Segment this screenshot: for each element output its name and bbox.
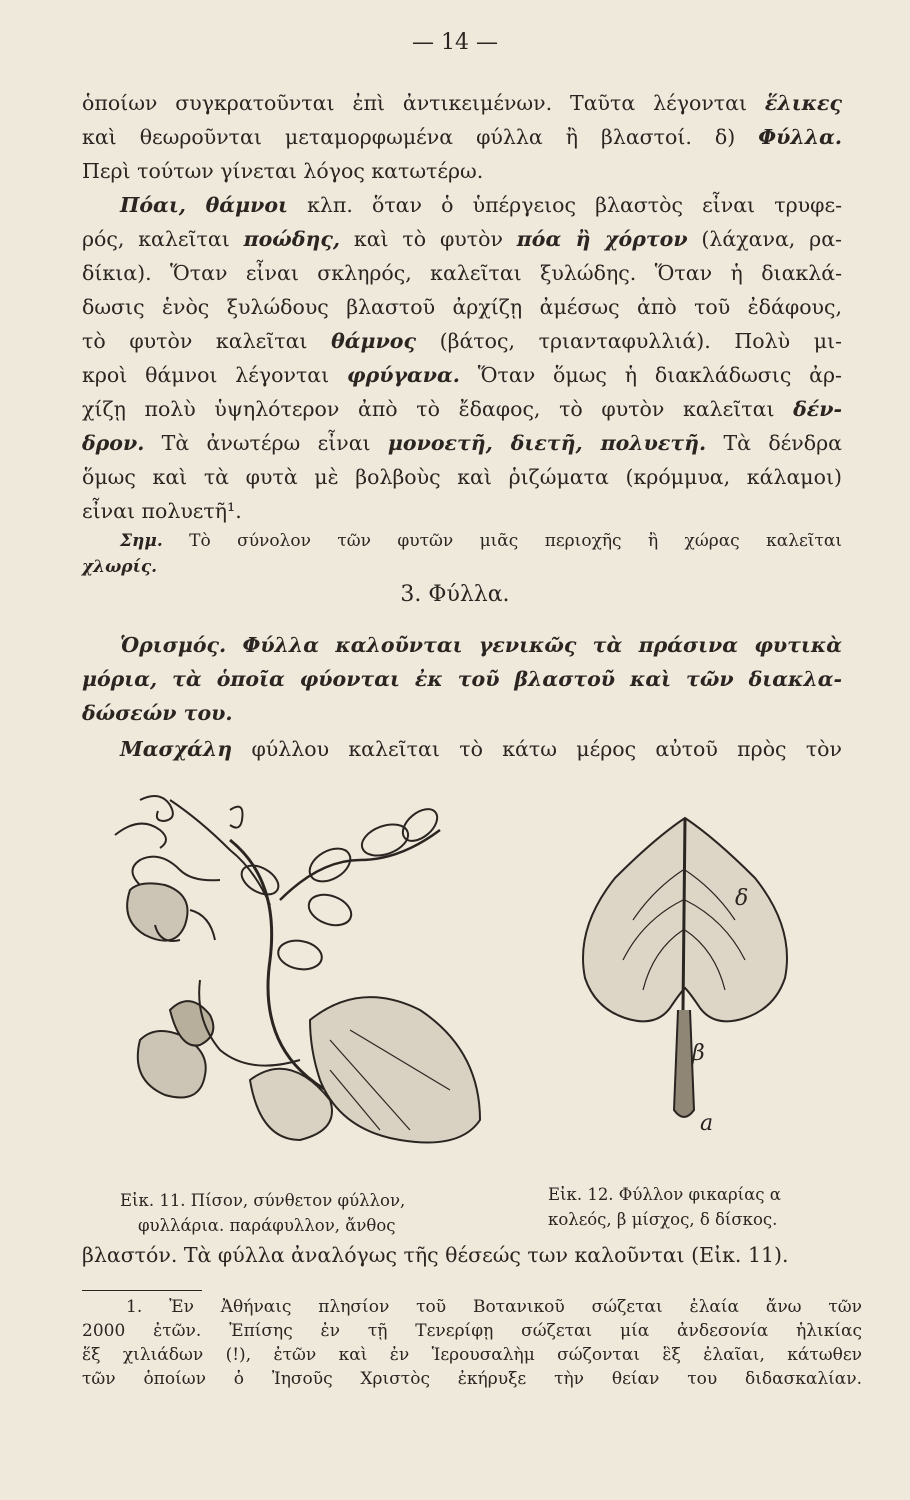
label-a: a [700,1111,714,1136]
footnote-line: τῶν ὁποίων ὁ Ἰησοῦς Χριστὸς ἐκήρυξε τὴν θείαν του διδασκαλίαν. [82,1369,862,1389]
text-line: μόρια, τὰ ὁποῖα φύονται ἐκ τοῦ βλαστοῦ καὶ τῶν διακλα- [82,667,842,691]
text-line: τὸ φυτὸν καλεῖται θάμνος (βάτος, τριανταφυλλιά). Πολὺ μι- [82,329,842,353]
text-line: Μασχάλη φύλλου καλεῖται τὸ κάτω μέρος αὐτοῦ πρὸς τὸν [120,737,842,761]
paragraph-herbs-shrubs [82,188,842,528]
text-line: δώσεών του. [82,701,233,725]
caption-line: Εἰκ. 11. Πίσον, σύνθετον φύλλον, [120,1191,406,1210]
text-line: χίζῃ πολὺ ὑψηλότερον ἀπὸ τὸ ἔδαφος, τὸ φυτὸν καλεῖται δέν- [82,397,842,421]
text-line: Ὁρισμός. Φύλλα καλοῦνται γενικῶς τὰ πράσινα φυτικὰ [120,633,842,657]
text-line: Πόαι, θάμνοι κλπ. ὅταν ὁ ὑπέργειος βλαστὸς εἶναι τρυφε- [120,193,842,217]
tendril [140,796,173,821]
caption-line: κολεός, β μίσχος, δ δίσκος. [548,1210,778,1229]
text-line: δωσις ἑνὸς ξυλώδους βλαστοῦ ἀρχίζῃ ἀμέσως ἀπὸ τοῦ ἐδάφους, [82,295,842,319]
caption-line: Εἰκ. 12. Φύλλον φικαρίας α [548,1185,781,1204]
label-d: δ [735,886,749,911]
text-line: Περὶ τούτων γίνεται λόγος κατωτέρω. [82,159,484,183]
footnote [82,1295,862,1391]
note-flora [82,528,842,580]
text-line: δρον. Τὰ ἀνωτέρω εἶναι μονοετῆ, διετῆ, πολυετῆ. Τὰ δένδρα [82,431,842,455]
footnote-divider [82,1290,202,1291]
figure-pea-illustration [100,780,520,1180]
text-line: Σημ. Τὸ σύνολον τῶν φυτῶν μιᾶς περιοχῆς ἢ χώρας καλεῖται [120,531,842,551]
text-line: καὶ θεωροῦνται μεταμορφωμένα φύλλα ἢ βλαστοί. δ) Φύλλα. [82,125,842,149]
figure-12-caption [548,1182,781,1232]
definition-paragraph [82,628,842,730]
petiole [674,1010,694,1117]
page-number: — 14 — [412,30,498,55]
text-line: ὅμως καὶ τὰ φυτὰ μὲ βολβοὺς καὶ ῥιζώματα (κρόμμυα, κάλαμοι) [82,465,842,489]
footnote-line: 1. Ἐν Ἀθήναις πλησίον τοῦ Βοτανικοῦ σώζεται ἐλαία ἄνω τῶν [126,1297,862,1317]
text-line: χλωρίς. [82,557,158,577]
axil-paragraph [82,732,842,766]
label-b: β [692,1041,705,1066]
text-line: δίκια). Ὅταν εἶναι σκληρός, καλεῖται ξυλώδης. Ὅταν ἡ διακλά- [82,261,842,285]
text-line: κροὶ θάμνοι λέγονται φρύγανα. Ὅταν ὅμως ἡ διακλάδωσις ἀρ- [82,363,842,387]
footnote-line: ἕξ χιλιάδων (!), ἐτῶν καὶ ἐν Ἱερουσαλὴμ σώζονται ἓξ ἐλαῖαι, κάτωθεν [82,1345,862,1365]
footnote-line: 2000 ἐτῶν. Ἐπίσης ἐν τῇ Τενερίφῃ σώζεται μία ἀνδεσονία ἡλικίας [82,1321,862,1341]
continuation-line: βλαστόν. Τὰ φύλλα ἀναλόγως τῆς θέσεώς των καλοῦνται (Εἰκ. 11). [82,1243,789,1267]
figure-11-caption [120,1188,405,1238]
text-line: ρός, καλεῖται ποώδης, καὶ τὸ φυτὸν πόα ἢ χόρτον (λάχανα, ρα- [82,227,842,251]
paragraph-tendrils [82,86,842,188]
stipule [310,997,480,1142]
text-line: ὁποίων συγκρατοῦνται ἐπὶ ἀντικειμένων. Ταῦτα λέγονται ἕλικες [82,91,842,115]
caption-line: φυλλάρια. παράφυλλον, ἄνθος [138,1216,396,1235]
figure-ficaria-leaf [560,810,830,1140]
section-heading: 3. Φύλλα. [400,582,510,607]
text-line: εἶναι πολυετῆ¹. [82,499,242,523]
